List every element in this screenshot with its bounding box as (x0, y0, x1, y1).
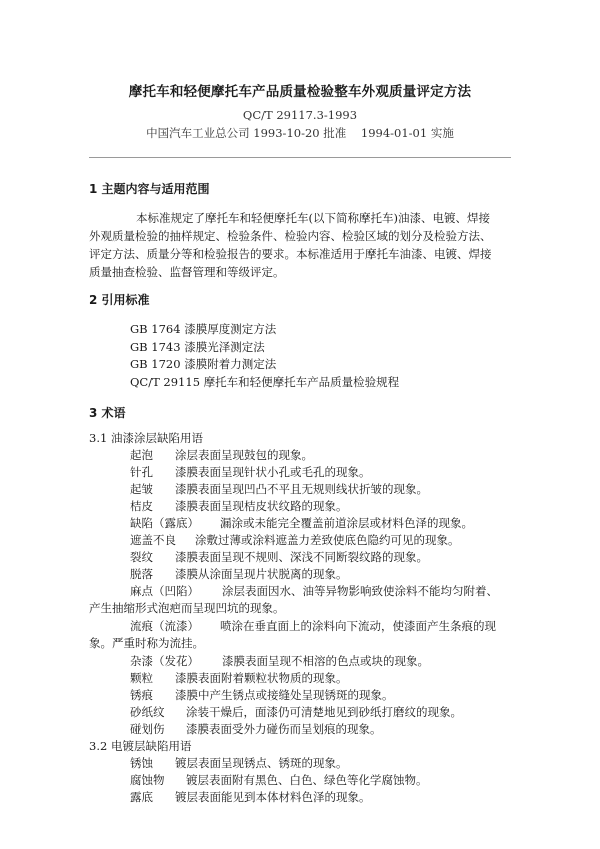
term: 缺陷（露底） (130, 516, 199, 530)
term-definition: 涂敷过薄或涂料遮盖力差致使底色隐约可见的现象。 (195, 533, 460, 547)
term-entry (130, 515, 473, 531)
term: 流痕（流漆） (130, 619, 199, 633)
term-entry (130, 789, 371, 805)
term-entry (130, 704, 462, 720)
term: 露底 (130, 790, 153, 804)
term-definition: 漆膜表面呈现凹凸不平且无规则线状折皱的现象。 (175, 482, 428, 496)
term-entry (130, 549, 428, 565)
subsection-3-1-heading: 3.1 油漆涂层缺陷用语 (89, 431, 203, 445)
reference-item: GB 1764 漆膜厚度测定方法 (130, 322, 277, 336)
term-entry (130, 687, 394, 703)
section-1-line: 评定方法、质量分等和检验报告的要求。本标准适用于摩托车油漆、电镀、焊接 (89, 247, 492, 261)
document-title: 摩托车和轻便摩托车产品质量检验整车外观质量评定方法 (128, 84, 472, 100)
term-definition: 镀层表面能见到本体材料色泽的现象。 (175, 790, 371, 804)
term: 杂漆（发花） (130, 654, 199, 668)
term-entry (130, 772, 428, 788)
section-1-line: 外观质量检验的抽样规定、检验条件、检验内容、检验区域的划分及检验方法、 (89, 229, 492, 243)
term-entry (130, 670, 348, 686)
term-definition: 喷涂在垂直面上的涂料向下流动，使漆面产生条痕的现 (220, 619, 496, 633)
subsection-3-2-heading: 3.2 电镀层缺陷用语 (89, 739, 192, 753)
term: 针孔 (130, 465, 153, 479)
term-entry (130, 498, 348, 514)
term-entry (130, 583, 498, 599)
term-definition: 涂装干燥后，面漆仍可清楚地见到砂纸打磨纹的现象。 (186, 705, 462, 719)
term-definition: 漆膜表面呈现不规则、深浅不同断裂纹路的现象。 (175, 550, 428, 564)
term-definition: 漆膜中产生锈点或接缝处呈现锈斑的现象。 (175, 688, 394, 702)
term-definition: 镀层表面呈现锈点、锈斑的现象。 (175, 756, 348, 770)
term: 起泡 (130, 448, 153, 462)
term-entry (130, 618, 496, 634)
section-1-line: 本标准规定了摩托车和轻便摩托车(以下简称摩托车)油漆、电镀、焊接 (136, 211, 490, 225)
term-entry (130, 755, 348, 771)
reference-item: GB 1743 漆膜光泽测定法 (130, 340, 265, 354)
term: 起皱 (130, 482, 153, 496)
term-entry (130, 653, 429, 669)
header-divider (89, 157, 511, 158)
issue-approval-line: 中国汽车工业总公司 1993-10-20 批准 1994-01-01 实施 (146, 126, 454, 140)
term: 麻点（凹陷） (130, 584, 199, 598)
reference-item: GB 1720 漆膜附着力测定法 (130, 357, 277, 371)
term-definition: 漆膜表面呈现不相溶的色点或块的现象。 (222, 654, 429, 668)
term-definition: 漆膜表面附着颗粒状物质的现象。 (175, 671, 348, 685)
term: 颗粒 (130, 671, 153, 685)
term-entry (130, 447, 313, 463)
term: 砂纸纹 (130, 705, 165, 719)
term-definition: 涂层表面呈现鼓包的现象。 (175, 448, 313, 462)
term-definition: 漆膜表面受外力碰伤而呈划痕的现象。 (186, 722, 382, 736)
term: 腐蚀物 (130, 773, 165, 787)
term-definition: 漆膜表面呈现桔皮状纹路的现象。 (175, 499, 348, 513)
term-definition: 漆膜从涂面呈现片状脱离的现象。 (175, 567, 348, 581)
reference-item: QC/T 29115 摩托车和轻便摩托车产品质量检验规程 (130, 375, 400, 389)
term-entry (130, 721, 382, 737)
term-definition: 镀层表面附有黑色、白色、绿色等化学腐蚀物。 (186, 773, 428, 787)
standard-code: QC/T 29117.3-1993 (242, 108, 358, 122)
term: 锈蚀 (130, 756, 153, 770)
term-definition-continuation: 产生抽缩形式泡疤而呈现凹坑的现象。 (89, 601, 285, 615)
term-definition: 漆膜表面呈现针状小孔或毛孔的现象。 (175, 465, 371, 479)
term: 锈痕 (130, 688, 153, 702)
term-entry (130, 464, 371, 480)
term-entry (130, 532, 460, 548)
section-3-heading: 3 术语 (89, 406, 126, 420)
term-entry (130, 481, 428, 497)
term: 碰划伤 (130, 722, 165, 736)
term-entry (130, 566, 348, 582)
term-definition-continuation: 象。严重时称为流挂。 (89, 636, 204, 650)
term-definition: 涂层表面因水、油等异物影响致使涂料不能均匀附着、 (222, 584, 498, 598)
term: 脱落 (130, 567, 153, 581)
term: 遮盖不良 (130, 533, 176, 547)
term: 裂纹 (130, 550, 153, 564)
section-1-heading: 1 主题内容与适用范围 (89, 182, 210, 196)
term: 桔皮 (130, 499, 153, 513)
section-2-heading: 2 引用标准 (89, 293, 150, 307)
section-1-line: 质量抽查检验、监督管理和等级评定。 (89, 265, 285, 279)
term-definition: 漏涂或未能完全覆盖前道涂层或材料色泽的现象。 (220, 516, 473, 530)
